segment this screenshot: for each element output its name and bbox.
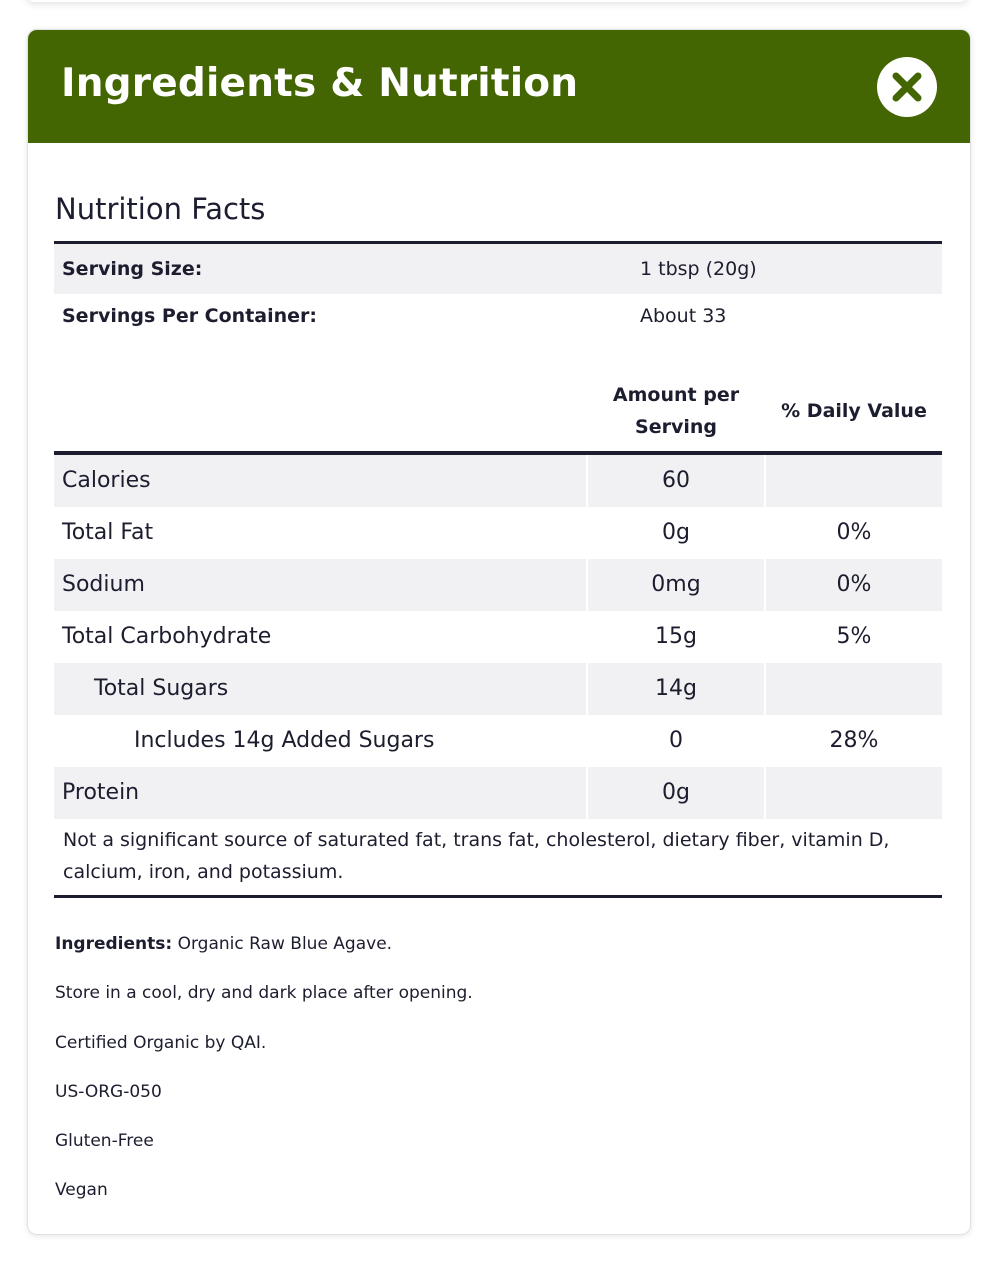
nutrient-amount: 60 (662, 468, 690, 493)
nutrient-name-cell (54, 715, 587, 767)
nutrient-name: Protein (62, 780, 140, 805)
nutrient-daily-value: 0% (836, 572, 872, 597)
amount-per-serving-header (588, 379, 764, 443)
previous-card-edge (25, 0, 969, 2)
nutrient-name-cell (54, 559, 587, 611)
nutrient-name-cell (54, 455, 587, 507)
servings-per-container-row (54, 291, 942, 341)
nutrient-name-cell (54, 767, 587, 819)
nutrient-daily-value (766, 663, 942, 715)
nutrition-row (54, 507, 942, 559)
close-icon (877, 57, 937, 117)
nutrient-amount: 0 (669, 728, 683, 753)
nutrition-footnote: Not a significant source of saturated fat, trans fat, cholesterol, dietary fiber, vitamin D, calcium, iron, and potassium. (63, 829, 890, 883)
nutrient-name-cell (54, 611, 587, 663)
modal-header (28, 30, 970, 143)
nutrition-row (54, 715, 942, 767)
nutrition-row (54, 455, 942, 507)
amount-header-line2: Serving (635, 416, 717, 438)
nutrient-name: Total Sugars (94, 676, 229, 701)
nutrient-daily-value (766, 767, 942, 819)
nutrition-facts-title: Nutrition Facts (55, 192, 266, 226)
daily-value-header: % Daily Value (781, 400, 927, 422)
nutrition-row (54, 767, 942, 819)
amount-header-line1: Amount per (612, 384, 740, 406)
certification-code: US-ORG-050 (55, 1082, 162, 1102)
modal-title: Ingredients & Nutrition (61, 61, 579, 106)
storage-text: Store in a cool, dry and dark place after opening. (55, 983, 473, 1003)
nutrient-daily-value: 28% (829, 728, 879, 753)
vegan-text: Vegan (55, 1180, 108, 1200)
nutrient-amount: 0mg (651, 572, 701, 597)
nutrient-name: Sodium (62, 572, 145, 597)
nutrition-row (54, 559, 942, 611)
close-button[interactable] (877, 57, 937, 117)
bottom-rule (54, 895, 942, 898)
servings-per-container-value: About 33 (640, 305, 727, 327)
serving-size-value: 1 tbsp (20g) (640, 258, 757, 280)
nutrient-daily-value: 5% (836, 624, 872, 649)
nutrient-amount: 0g (662, 780, 690, 805)
nutrient-name: Calories (62, 468, 151, 493)
nutrient-daily-value (766, 455, 942, 507)
serving-size-label: Serving Size: (62, 258, 203, 280)
gluten-free-text: Gluten-Free (55, 1131, 154, 1151)
nutrient-daily-value: 0% (836, 520, 872, 545)
nutrient-name-cell (54, 507, 587, 559)
nutrition-row (54, 663, 942, 715)
ingredients-value: Organic Raw Blue Agave. (172, 934, 393, 954)
nutrient-name-cell (54, 663, 587, 715)
ingredients-line (55, 934, 392, 954)
certified-text: Certified Organic by QAI. (55, 1033, 267, 1053)
nutrient-amount: 0g (662, 520, 690, 545)
nutrient-name: Total Fat (62, 520, 154, 545)
nutrient-amount: 15g (655, 624, 697, 649)
serving-size-row (54, 244, 942, 294)
ingredients-label: Ingredients: (55, 934, 173, 954)
nutrient-name: Includes 14g Added Sugars (134, 728, 435, 753)
servings-per-container-label: Servings Per Container: (62, 305, 318, 327)
nutrient-amount: 14g (655, 676, 697, 701)
nutrient-name: Total Carbohydrate (62, 624, 272, 649)
nutrition-row (54, 611, 942, 663)
